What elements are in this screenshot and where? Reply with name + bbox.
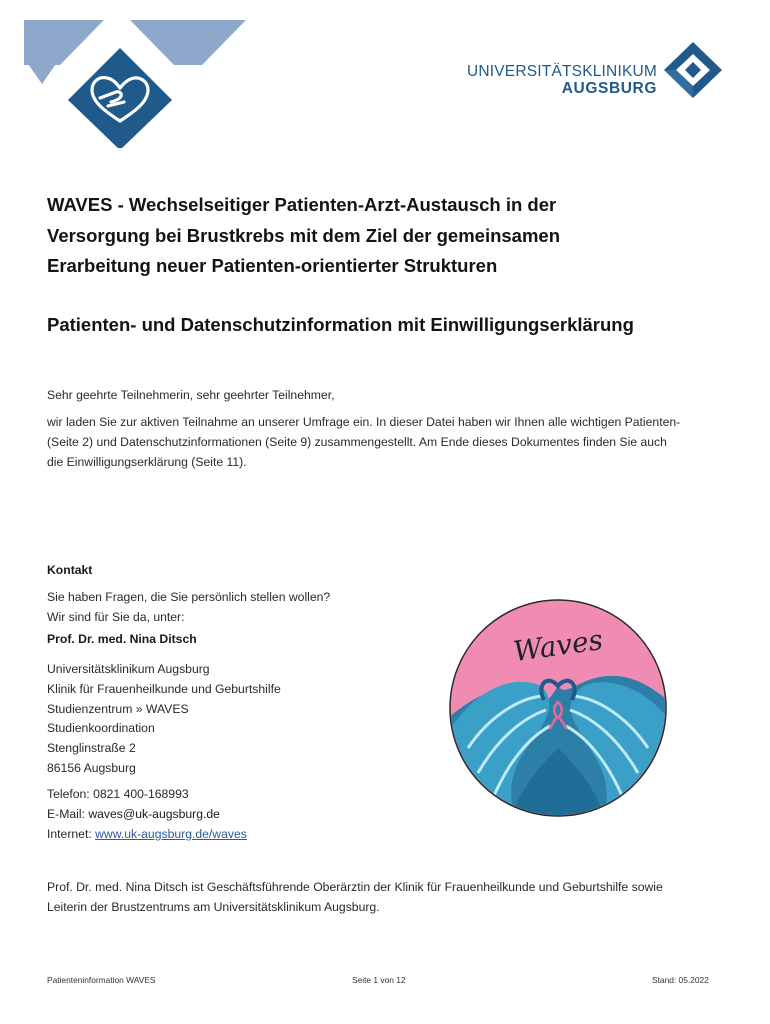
intro-paragraph xyxy=(47,413,732,472)
address-line: Stenglinstraße 2 xyxy=(47,741,136,756)
title-line-1: WAVES - Wechselseitiger Patienten-Arzt-Austausch in der xyxy=(47,194,557,215)
website-link[interactable]: www.uk-augsburg.de/waves xyxy=(95,826,247,841)
kontakt-heading: Kontakt xyxy=(47,563,93,577)
intro-line-3: die Einwilligungserklärung (Seite 11). xyxy=(47,454,247,469)
email-address[interactable]: waves@uk-augsburg.de xyxy=(88,806,220,821)
light-blue-shape-right xyxy=(130,20,246,65)
uk-augsburg-diamond-icon xyxy=(660,40,726,100)
contact-details xyxy=(47,785,367,844)
address-line: Universitätsklinikum Augsburg xyxy=(47,662,210,676)
footer-document-name: Patienteninformation WAVES xyxy=(47,975,156,985)
waves-circle-illustration xyxy=(448,598,668,818)
address-line: 86156 Augsburg xyxy=(47,760,136,775)
email-line xyxy=(47,805,367,825)
logo-line-university: UNIVERSITÄTSKLINIKUM xyxy=(466,63,657,80)
intro-line-2: (Seite 2) und Datenschutzinformationen (Seite 9) zusammengestellt. Am Ende dieses Dokumentes finden Sie auch xyxy=(47,434,667,449)
address-line: Studienkoordination xyxy=(47,721,155,736)
address-line: Klinik für Frauenheilkunde und Geburtshilfe xyxy=(47,681,281,696)
closing-line-2: Leiterin der Brustzentrums am Universitätsklinikum Augsburg. xyxy=(47,899,380,914)
intro-line-1: wir laden Sie zur aktiven Teilnahme an unserer Umfrage ein. In dieser Datei haben wir Ihnen alle wichtigen Patienten- xyxy=(47,415,681,429)
phone-number: Telefon: 0821 400-168993 xyxy=(47,787,189,801)
contact-address xyxy=(47,660,367,779)
closing-line-1: Prof. Dr. med. Nina Ditsch ist Geschäftsführende Oberärztin der Klinik für Frauenheilkunde und Geburtshilfe sowie xyxy=(47,880,663,894)
title-line-3: Erarbeitung neuer Patienten-orientierter Strukturen xyxy=(47,255,498,276)
internet-label: Internet: xyxy=(47,826,96,841)
waves-heart-hands-logo xyxy=(20,18,250,148)
address-line: Studienzentrum » WAVES xyxy=(47,701,189,716)
contact-person-name: Prof. Dr. med. Nina Ditsch xyxy=(47,632,197,646)
title-line-2: Versorgung bei Brustkrebs mit dem Ziel der gemeinsamen xyxy=(47,224,561,246)
kontakt-question-line-2: Wir sind für Sie da, unter: xyxy=(47,609,185,624)
internet-line xyxy=(47,825,367,845)
closing-paragraph xyxy=(47,878,737,918)
footer-page-number: Seite 1 von 12 xyxy=(352,975,406,985)
kontakt-question xyxy=(47,588,387,628)
document-subtitle: Patienten- und Datenschutzinformation mit Einwilligungserklärung xyxy=(47,314,634,335)
footer-date: Stand: 05.2022 xyxy=(652,975,709,985)
waves-script-title: Waves xyxy=(511,623,605,669)
light-blue-shape-lower-left xyxy=(24,58,60,84)
logo-line-augsburg: AUGSBURG xyxy=(561,80,657,97)
university-logo-text xyxy=(447,63,657,97)
email-label: E-Mail: xyxy=(47,806,89,821)
kontakt-question-line-1: Sie haben Fragen, die Sie persönlich stellen wollen? xyxy=(47,590,331,604)
document-title xyxy=(47,190,737,282)
greeting: Sehr geehrte Teilnehmerin, sehr geehrter Teilnehmer, xyxy=(47,388,335,402)
